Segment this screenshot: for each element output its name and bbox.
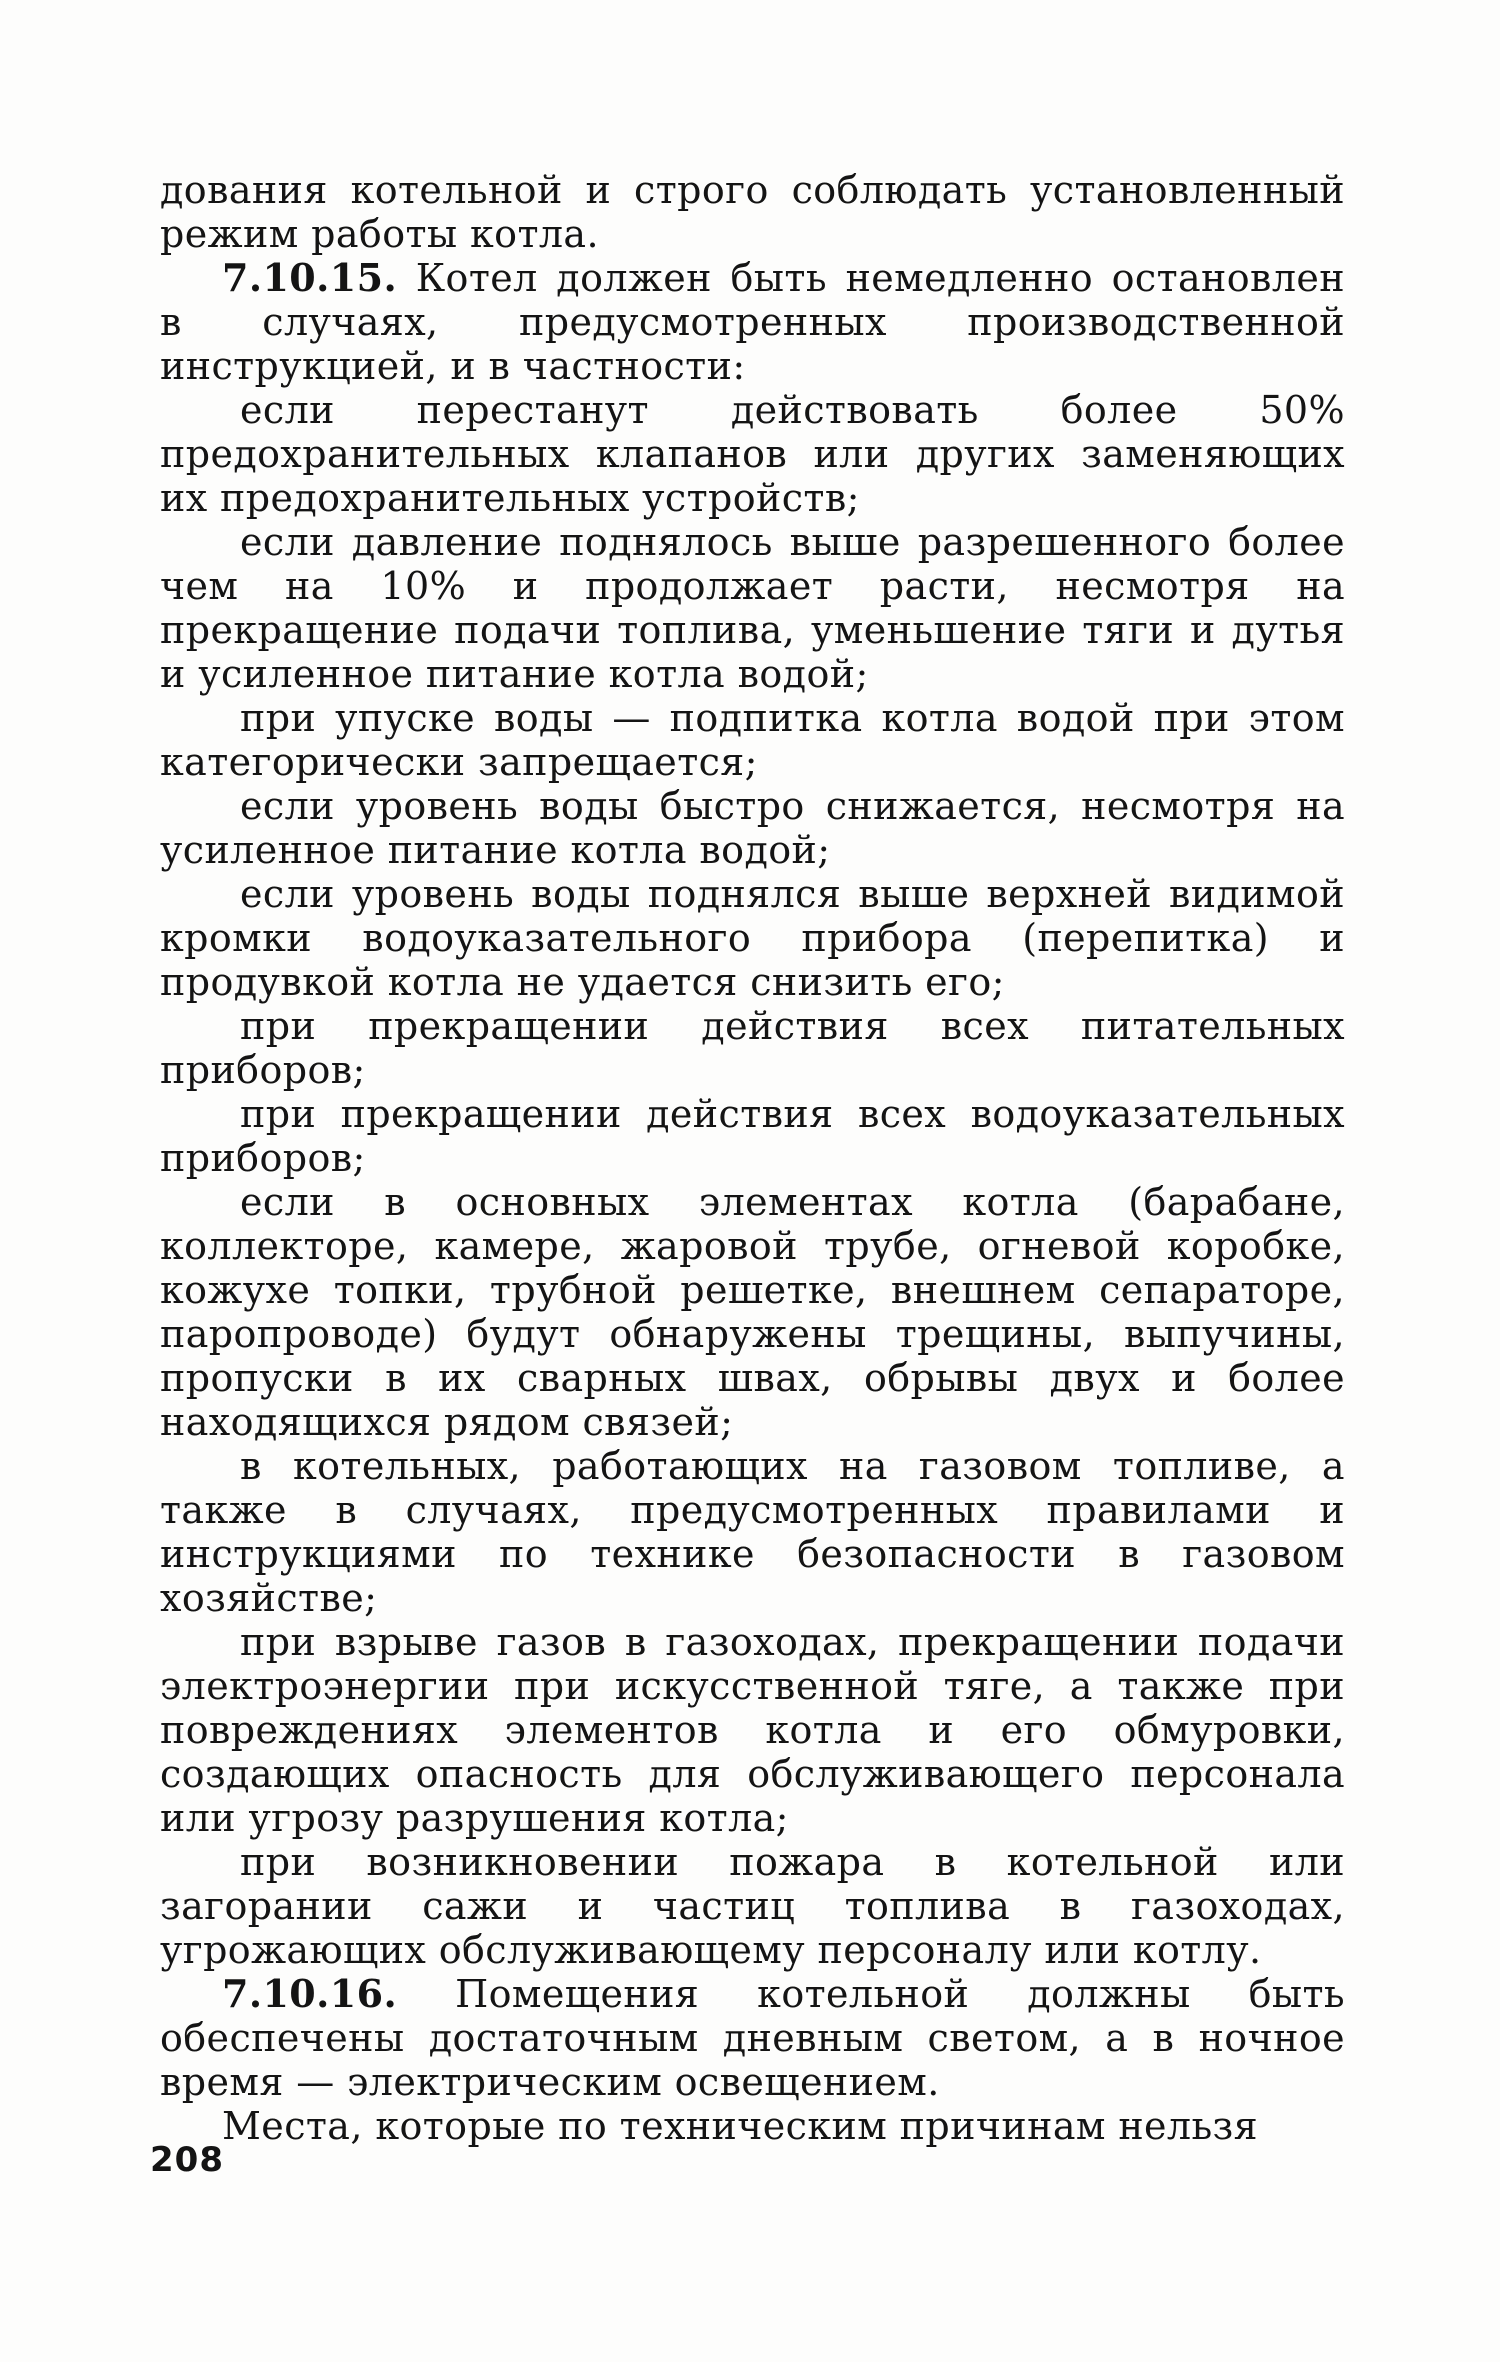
list-item [160, 1004, 1345, 1092]
paragraph-text: при возникновении пожара в котельной или загорании сажи и частиц топлива в газоходах, угрожающих обслуживающему персоналу или котлу. [160, 1840, 1345, 1972]
paragraph-text: при прекращении действия всех водоуказательных приборов; [160, 1092, 1345, 1180]
list-item [160, 1444, 1345, 1620]
paragraph-text: Помещения котельной должны быть обеспечены достаточным дневным светом, а в ночное время — электрическим освещением. [160, 1972, 1345, 2104]
list-item [160, 388, 1345, 520]
section-7-10-16 [160, 1972, 1345, 2104]
list-item [160, 1620, 1345, 1840]
paragraph-last [160, 2104, 1345, 2148]
list-item [160, 520, 1345, 696]
paragraph-text: Места, которые по техническим причинам нельзя [222, 2104, 1259, 2148]
section-7-10-15 [160, 256, 1345, 388]
paragraph-text: при упуске воды — подпитка котла водой при этом категорически запрещается; [160, 696, 1345, 784]
page-text [160, 168, 1345, 2148]
paragraph-text: Котел должен быть немедленно остановлен в случаях, предусмотренных производственной инструкцией, и в частности: [160, 256, 1346, 388]
paragraph-text: в котельных, работающих на газовом топливе, а также в случаях, предусмотренных правилами и инструкциями по технике безопасности в газовом хозяйстве; [160, 1444, 1345, 1620]
paragraph-continuation [160, 168, 1345, 256]
section-number: 7.10.16. [222, 1971, 398, 2016]
page-number: 208 [150, 2140, 224, 2180]
section-number: 7.10.15. [222, 255, 398, 300]
paragraph-text: если в основных элементах котла (барабане, коллекторе, камере, жаровой трубе, огневой коробке, кожухе топки, трубной решетке, внешнем сепараторе, паропроводе) будут обнаружены трещины, выпучины, пропуски в их сварных швах, обрывы двух и более находящихся рядом связей; [160, 1180, 1345, 1444]
paragraph-text: при прекращении действия всех питательных приборов; [160, 1004, 1345, 1092]
list-item [160, 1180, 1345, 1444]
list-item [160, 1092, 1345, 1180]
list-item [160, 696, 1345, 784]
list-item [160, 872, 1345, 1004]
paragraph-text: при взрыве газов в газоходах, прекращении подачи электроэнергии при искусственной тяге, а также при повреждениях элементов котла и его обмуровки, создающих опасность для обслуживающего персонала или угрозу разрушения котла; [160, 1620, 1345, 1840]
list-item [160, 1840, 1345, 1972]
paragraph-text: дования котельной и строго соблюдать установленный режим работы котла. [160, 168, 1345, 256]
paragraph-text: если перестанут действовать более 50% предохранительных клапанов или других заменяющих их предохранительных устройств; [160, 388, 1345, 520]
paragraph-text: если уровень воды быстро снижается, несмотря на усиленное питание котла водой; [160, 784, 1345, 872]
paragraph-text: если давление поднялось выше разрешенного более чем на 10% и продолжает расти, несмотря на прекращение подачи топлива, уменьшение тяги и дутья и усиленное питание котла водой; [160, 520, 1345, 696]
list-item [160, 784, 1345, 872]
paragraph-text: если уровень воды поднялся выше верхней видимой кромки водоуказательного прибора (перепитка) и продувкой котла не удается снизить его; [160, 872, 1345, 1004]
